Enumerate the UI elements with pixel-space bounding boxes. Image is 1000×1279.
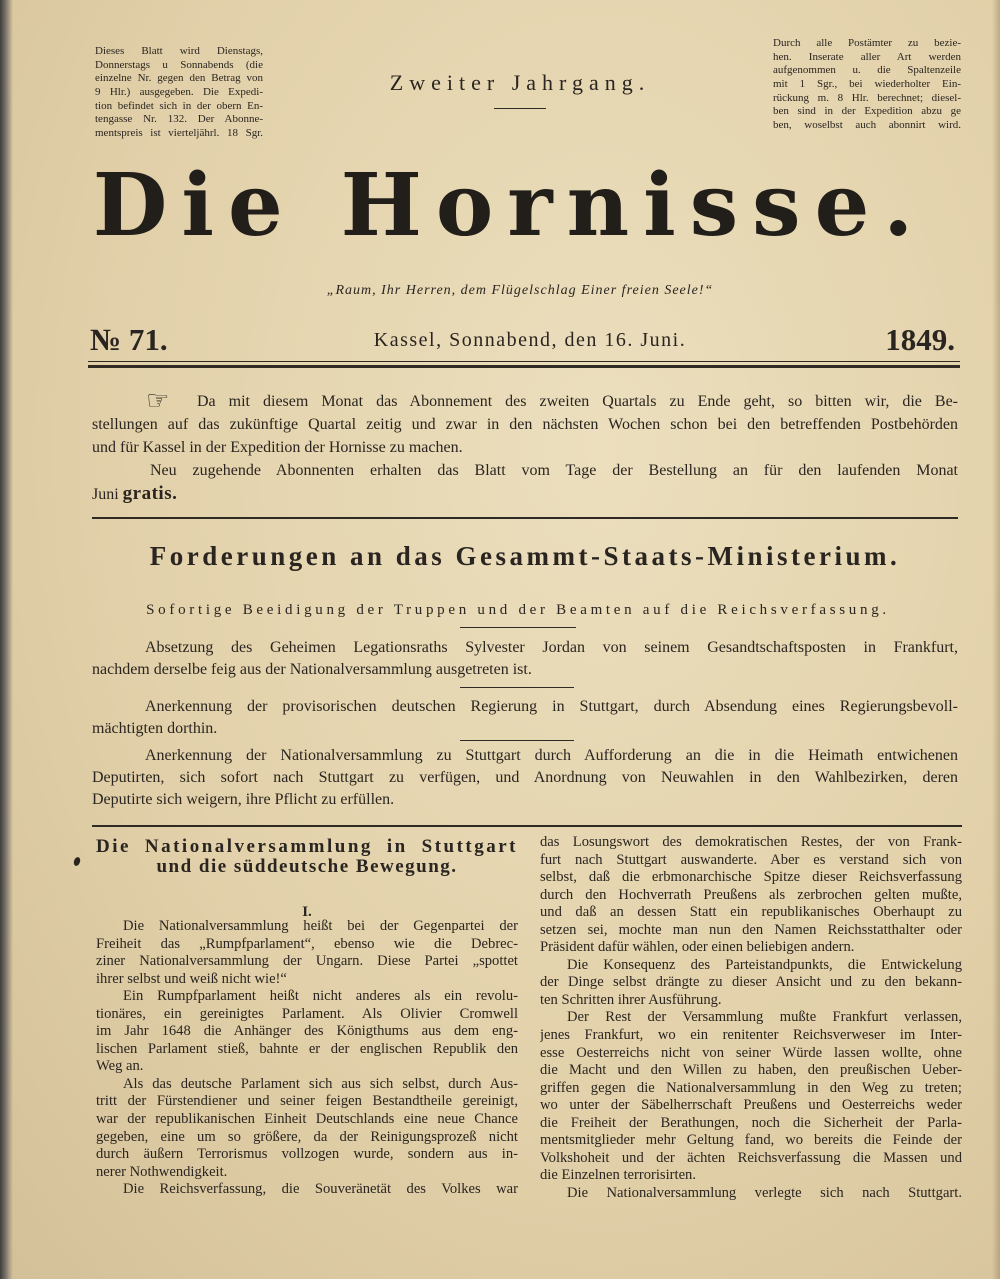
column-line: das Losungswort des demokratischen Restes, der von Frank- (540, 834, 962, 850)
column-line: Als das deutsche Parlament sich aus sich selbst, durch Aus- (123, 1075, 518, 1092)
column-line: nerer Nothwendigkeit. (96, 1163, 228, 1180)
column-line: furt nach Stuttgart auswanderte. Aber es verstand sich von (540, 851, 962, 868)
column-line: Der Rest der Versammlung mußte Frankfurt verlassen, (567, 1009, 962, 1026)
info-line: Dieses Blatt wird Dienstags, (95, 45, 263, 57)
volume-label: Zweiter Jahrgang. (389, 70, 651, 95)
column-line: die Macht und den Willen zu haben, den preußischen Ueber- (540, 1062, 962, 1079)
demand-line: Deputirten, sich sofort nach Stuttgart zu verfügen, und Anordnung von Neuwahlen in den Wahlbezirken, deren (92, 769, 958, 786)
column-line: wo unter der Säbelherrschaft Preußens und Oesterreichs weder (540, 1097, 962, 1114)
demand-item (92, 637, 958, 681)
column-line: ten Schritten ihrer Ausführung. (540, 991, 722, 1008)
demand-line: Anerkennung der provisorischen deutschen Regierung in Stuttgart, durch Absendung eines Regierungsbevoll- (145, 698, 958, 715)
column-line: jenes Frankfurt, wo ein renitenter Reichsverweser im Inter- (540, 1027, 962, 1044)
column-line: setzen sei, mochte man nun den Namen Reichsstatthalter oder (540, 921, 962, 938)
pointing-hand-icon: ☞ (146, 390, 170, 413)
info-line: tengasse Nr. 132. Der Abonne- (95, 113, 263, 126)
issue-date: Kassel, Sonnabend, den 16. Juni. (373, 329, 687, 351)
info-line: rückung m. 8 Hlr. berechnet; diesel- (773, 91, 961, 104)
column-line: Die Konsequenz des Parteistandpunkts, die Entwickelung (567, 956, 962, 973)
column-line: Volkshoheit und der ächten Reichsverfassung die Massen und (540, 1149, 962, 1166)
column-line: Die Reichsverfassung, die Souveränetät des Volkes war (123, 1181, 518, 1198)
column-line: Die Nationalversammlung verlegte sich nach Stuttgart. (567, 1184, 962, 1201)
binding-edge (0, 0, 13, 1279)
column-right (540, 834, 962, 1202)
article-headline (96, 837, 518, 877)
page-edge (992, 0, 1000, 1279)
info-line: aufgenommen u. die Spaltenzeile (773, 64, 961, 77)
motto: „Raum, Ihr Herren, dem Flügelschlag Einer freien Seele!“ (326, 283, 714, 298)
demand-item: Sofortige Beeidigung der Truppen und der Beamten auf die Reichsverfassung. (146, 602, 890, 618)
demand-line: nachdem derselbe feig aus der Nationalversammlung ausgetreten ist. (92, 661, 532, 678)
column-line: durch äußern Terrorismus vollzogen wurde, sondern aus in- (96, 1146, 518, 1163)
demand-separator (460, 687, 574, 688)
demand-line: Anerkennung der Nationalversammlung zu Stuttgart durch Aufforderung an die in die Heimath entwichenen (145, 747, 958, 764)
column-line: und daß an dessen Statt ein republikanisches Oberhaupt zu (540, 904, 962, 921)
info-line: 9 Hlr.) ausgegeben. Die Expedi- (95, 86, 263, 99)
column-line: gegeben, eine um so größere, da der Reinigungsprozeß nicht (96, 1128, 518, 1145)
subscription-info (95, 45, 263, 141)
info-line: einzelne Nr. gegen den Betrag von (95, 72, 263, 85)
column-line: lischen Parlament stieß, bahnte er der englischen Republik den (96, 1040, 518, 1057)
demand-line: Absetzung des Geheimen Legationsraths Sylvester Jordan von seinem Gesandtschaftsposten in Frankfurt, (145, 639, 958, 656)
column-line: Die Nationalversammlung heißt bei der Gegenpartei der (123, 918, 518, 934)
dateline-rule-thick (88, 365, 960, 368)
demands-headline: Forderungen an das Gesammt-Staats-Ministerium. (149, 541, 901, 571)
notice-line (92, 390, 958, 413)
info-line: tion befindet sich in der obern En- (95, 99, 263, 112)
article-headline-line: Die Nationalversammlung in Stuttgart (96, 837, 518, 857)
column-line: Weg an. (96, 1058, 144, 1075)
column-line: Ein Rumpfparlament heißt nicht anderes als ein revolu- (123, 988, 518, 1005)
dateline-rule-thin (88, 361, 960, 362)
info-line: ben, woselbst auch abonnirt wird. (773, 119, 961, 132)
column-line: die Freiheit der Berathungen, noch die Sicherheit der Parla- (540, 1114, 962, 1131)
issue-number: № 71. (90, 322, 168, 357)
column-line: esse Oesterreichs nicht von seiner Würde lassen wollte, ohne (540, 1044, 962, 1061)
info-line: Donnerstags u Sonnabends (die (95, 58, 263, 71)
demand-separator (460, 740, 574, 741)
column-line: war der republikanischen Einheit Deutschlands eine neue Chance (96, 1111, 518, 1128)
column-line: ziner Nationalversammlung der Ungarn. Diese Partei „spottet (96, 953, 518, 970)
demand-line: mächtigten dorthin. (92, 720, 218, 737)
section-rule (92, 517, 958, 519)
notice-line (92, 482, 958, 505)
notice-line: und für Kassel in der Expedition der Hornisse zu machen. (92, 439, 463, 456)
info-line: Durch alle Postämter zu bezie- (773, 37, 961, 49)
column-line: mentsmitglieder mehr Geltung fand, wo bereits die Feinde der (540, 1132, 962, 1149)
column-line: tionäres, ein gereinigtes Parlament. Als Olivier Cromwell (96, 1005, 518, 1022)
notice-month: Juni (92, 486, 119, 503)
demand-item (92, 696, 958, 740)
volume-rule (494, 108, 546, 109)
demand-line: Deputirte sich weigern, ihre Pflicht zu erfüllen. (92, 791, 395, 808)
issue-year: 1849. (885, 322, 955, 357)
column-line: die Einzelnen terrorisirten. (540, 1167, 697, 1184)
column-line: tritt der Fürstendiener und seiner feigen Bestandtheile gereinigt, (96, 1093, 518, 1110)
section-number: I. (302, 904, 312, 920)
demand-separator (460, 627, 576, 628)
column-line: der Dinge selbst drängte zu dieser Ansicht und zu den bekann- (540, 974, 962, 991)
newspaper-title: Die Hornisse. (92, 155, 928, 256)
ink-blot (73, 856, 82, 867)
column-line: durch den Hochverrath Preußens als zerbrochen gelten mußte, (540, 886, 962, 903)
column-line: im Jahr 1648 die Anhänger des Königthums aus dem eng- (96, 1023, 518, 1040)
column-line: griffen gegen die Nationalversammlung in den Weg zu treten; (540, 1079, 962, 1096)
demand-item (92, 745, 958, 811)
info-line: ben sind in der Expedition abzu ge (773, 105, 961, 118)
info-line: hen. Inserate aller Art werden (773, 50, 961, 63)
column-line: Freiheit das „Rumpfparlament“, ebenso wie die Debrec- (96, 935, 518, 952)
info-line: mentspreis ist vierteljährl. 18 Sgr. (95, 127, 263, 140)
info-line: mit 1 Sgr., bei wiederholter Ein- (773, 78, 961, 91)
column-line: selbst, daß die erbmonarchische Spitze dieser Reichsverfassung (540, 869, 962, 886)
advertising-info (773, 37, 961, 133)
notice-line: stellungen auf das zukünftige Quartal zeitig und zwar in den nächsten Wochen schon bei den betreffenden Postbehörden (92, 416, 958, 433)
column-line: Präsident dafür wählen, oder einen beliebigen andern. (540, 939, 855, 956)
article-headline-line: und die süddeutsche Bewegung. (156, 857, 458, 877)
notice-text: Da mit diesem Monat das Abonnement des zweiten Quartals zu Ende geht, so bitten wir, die Be- (197, 393, 958, 410)
column-left (96, 918, 518, 1199)
notice-line: Neu zugehende Abonnenten erhalten das Blatt vom Tage der Bestellung an für den laufenden Monat (150, 462, 958, 479)
notice-gratis: gratis. (122, 483, 178, 504)
section-rule (92, 825, 962, 827)
column-line: ihrer selbst und weiß nicht wie!“ (96, 970, 287, 987)
subscription-notice (92, 390, 958, 505)
